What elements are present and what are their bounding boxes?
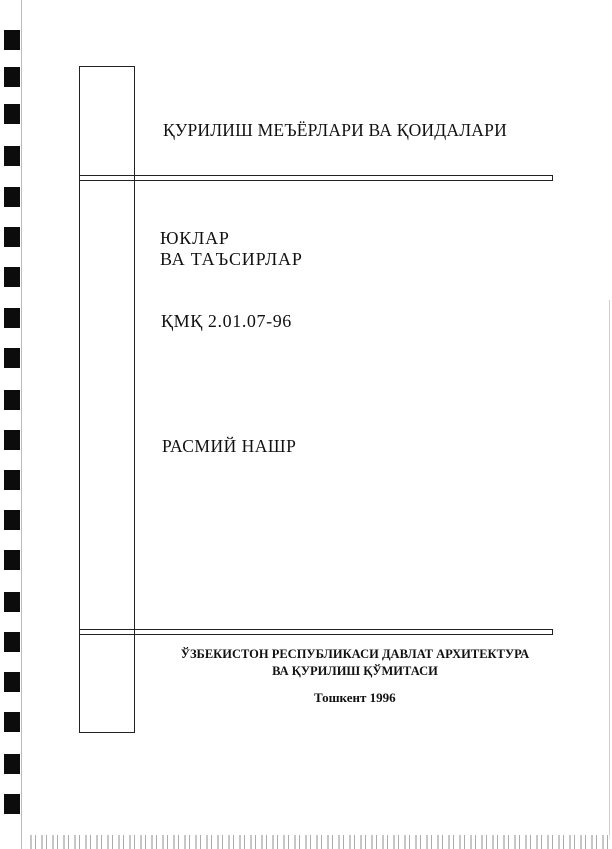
document-title [160,228,303,270]
series-title: ҚУРИЛИШ МЕЪЁРЛАРИ ВА ҚОИДАЛАРИ [163,120,507,140]
binding-mark [4,308,20,328]
binding-mark [4,672,20,692]
binding-mark [4,754,20,774]
binding-mark [4,592,20,612]
binding-mark [4,227,20,247]
scan-bottom-edge [30,835,612,849]
binding-mark [4,30,20,50]
binding-mark [4,632,20,652]
binding-mark [4,430,20,450]
page-edge-line [609,300,610,840]
binding-mark [4,104,20,124]
binding-mark [4,348,20,368]
edition-label: РАСМИЙ НАШР [162,436,297,456]
binding-mark [4,67,20,87]
binding-mark [4,187,20,207]
binding-mark [4,146,20,166]
binding-mark [4,550,20,570]
publisher-line-1: ЎЗБЕКИСТОН РЕСПУБЛИКАСИ ДАВЛАТ АРХИТЕКТУРА [180,647,530,661]
binding-mark [4,470,20,490]
document-code: ҚМҚ 2.01.07-96 [161,311,292,331]
binding-mark [4,794,20,814]
publisher [172,646,538,680]
binding-mark [4,390,20,410]
binding-marks [0,0,26,849]
binding-mark [4,712,20,732]
publisher-line-2: ВА ҚУРИЛИШ ҚЎМИТАСИ [272,664,438,678]
frame-top-rule [79,175,553,181]
binding-mark [4,510,20,530]
city-year: Тошкент 1996 [314,690,396,705]
binding-mark [4,267,20,287]
title-line-1: ЮКЛАР [160,228,230,248]
title-line-2: ВА ТАЪСИРЛАР [160,249,303,269]
spine-line [21,0,22,849]
frame-bottom-rule [79,629,553,635]
